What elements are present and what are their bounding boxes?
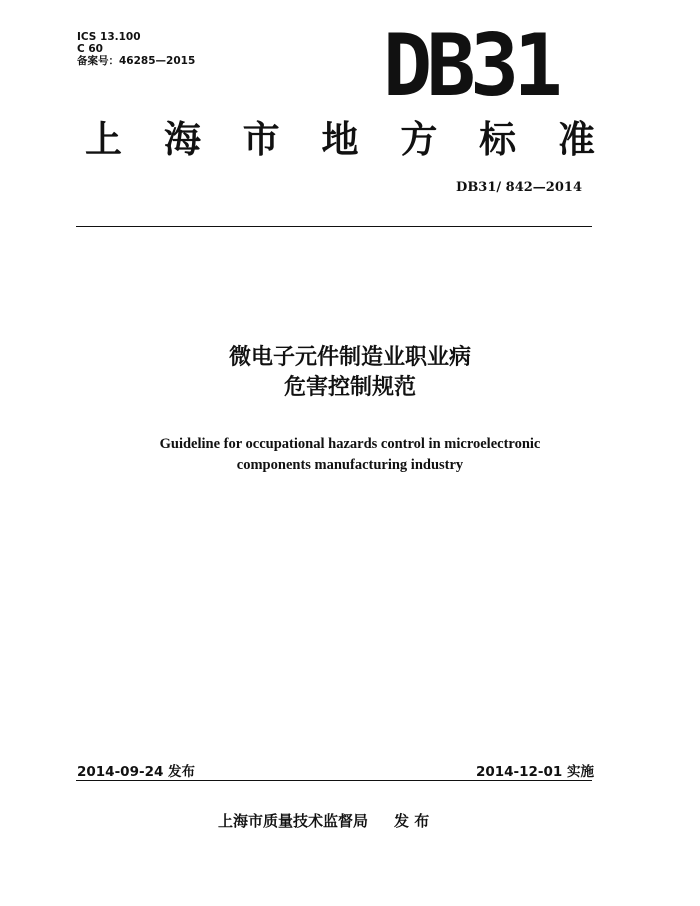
standard-number: DB31/ 842—2014	[456, 180, 582, 195]
standard-type-char: 地	[321, 118, 359, 161]
issuer	[218, 810, 429, 831]
db31-logo: DB31	[383, 16, 557, 116]
issuer-name: 上海市质量技术监督局	[218, 812, 369, 830]
ccs-code: C 60	[77, 43, 103, 55]
standard-type-char: 海	[163, 118, 201, 161]
standard-type-char: 上	[85, 118, 122, 161]
issuer-action: 发 布	[394, 812, 430, 830]
record-number: 备案号：46285—2015	[77, 55, 196, 67]
issue-date: 2014-09-24 发布	[77, 764, 196, 780]
standard-type-char: 市	[242, 118, 280, 161]
standard-type-char: 方	[400, 118, 438, 161]
standard-type-char: 标	[479, 118, 517, 161]
header-divider	[76, 226, 592, 227]
standard-type-title	[85, 118, 595, 162]
ics-code: ICS 13.100	[77, 31, 141, 43]
footer-divider	[76, 780, 592, 781]
chinese-title	[0, 343, 700, 403]
standard-type-char: 准	[557, 118, 595, 161]
implement-date: 2014-12-01 实施	[475, 764, 594, 780]
chinese-title-line1: 微电子元件制造业职业病	[228, 345, 471, 370]
english-title-line1: Guideline for occupational hazards control in microelectronic	[159, 436, 541, 452]
english-title	[0, 434, 700, 476]
english-title-line2: components manufacturing industry	[236, 457, 464, 473]
chinese-title-line2: 危害控制规范	[283, 375, 416, 400]
document-metadata	[77, 31, 195, 67]
